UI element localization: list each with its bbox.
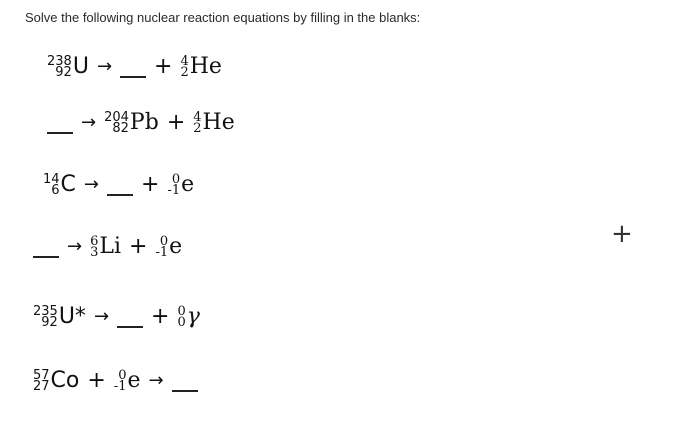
- product-nuclide: [90, 236, 121, 258]
- answer-blank[interactable]: [107, 194, 133, 196]
- mass-number: 0: [171, 172, 181, 187]
- element-symbol: Li: [99, 234, 122, 259]
- arrow: →: [83, 174, 100, 195]
- mass-number: 6: [90, 234, 99, 249]
- product-nuclide: [180, 56, 222, 78]
- equation-3: [43, 174, 194, 196]
- plus-sign: +: [151, 304, 170, 329]
- product-nuclide: [193, 112, 235, 134]
- plus-sign: +: [154, 54, 173, 79]
- element-symbol: C: [60, 172, 76, 197]
- element-symbol: Pb: [129, 110, 159, 135]
- equation-6: [33, 370, 198, 392]
- atomic-number: 2: [193, 121, 202, 136]
- element-symbol: He: [189, 54, 222, 79]
- answer-blank[interactable]: [172, 390, 198, 392]
- mass-number: 238: [47, 54, 72, 69]
- product-particle: [155, 236, 182, 258]
- answer-blank[interactable]: [117, 326, 143, 328]
- particle-symbol: γ: [186, 304, 200, 329]
- element-symbol: U: [72, 54, 89, 79]
- atomic-number: 92: [41, 315, 58, 330]
- atomic-number: 0: [177, 315, 186, 330]
- plus-sign: +: [141, 172, 160, 197]
- equation-5: [33, 306, 200, 328]
- answer-blank[interactable]: [120, 76, 146, 78]
- element-symbol: U*: [58, 304, 86, 329]
- mass-number: 0: [118, 368, 127, 383]
- particle-symbol: e: [127, 368, 141, 393]
- reactant-particle: [114, 370, 141, 392]
- mass-number: 204: [104, 110, 129, 125]
- mass-number: 0: [177, 304, 186, 319]
- atomic-number: 2: [180, 65, 189, 80]
- atomic-number: -1: [167, 183, 181, 198]
- product-particle: [167, 174, 194, 196]
- mass-number: 57: [33, 368, 50, 383]
- reactant-nuclide: [43, 174, 76, 196]
- mass-number: 14: [43, 172, 60, 187]
- mass-number: 4: [193, 110, 202, 125]
- reactant-nuclide: [47, 56, 89, 78]
- atomic-number: 27: [33, 379, 50, 394]
- mass-number: 4: [180, 54, 189, 69]
- answer-blank[interactable]: [33, 256, 59, 258]
- product-particle: [177, 306, 199, 328]
- reactant-nuclide: [33, 306, 86, 328]
- mass-number: 0: [159, 234, 169, 249]
- plus-sign: +: [87, 368, 106, 393]
- arrow: →: [148, 370, 164, 391]
- product-nuclide: [104, 112, 159, 134]
- atomic-number: 3: [90, 245, 99, 260]
- particle-symbol: e: [181, 172, 195, 197]
- arrow: →: [96, 56, 113, 77]
- element-symbol: Co: [50, 368, 80, 393]
- instruction-text: Solve the following nuclear reaction equations by filling in the blanks:: [25, 10, 421, 25]
- reactant-nuclide: [33, 370, 79, 392]
- equation-4: [33, 236, 182, 258]
- element-symbol: He: [202, 110, 235, 135]
- mass-number: 235: [33, 304, 58, 319]
- atomic-number: 6: [51, 183, 60, 198]
- arrow: →: [81, 112, 97, 133]
- arrow: →: [67, 236, 83, 257]
- equation-1: [47, 56, 222, 78]
- arrow: →: [93, 306, 110, 327]
- atomic-number: 92: [55, 65, 72, 80]
- atomic-number: -1: [155, 245, 169, 260]
- plus-sign: +: [129, 234, 148, 259]
- add-plus-icon[interactable]: +: [611, 219, 633, 249]
- atomic-number: -1: [113, 379, 127, 394]
- answer-blank[interactable]: [47, 132, 73, 134]
- plus-sign: +: [166, 110, 186, 135]
- particle-symbol: e: [169, 234, 183, 259]
- equation-2: [47, 112, 235, 134]
- atomic-number: 82: [112, 121, 129, 136]
